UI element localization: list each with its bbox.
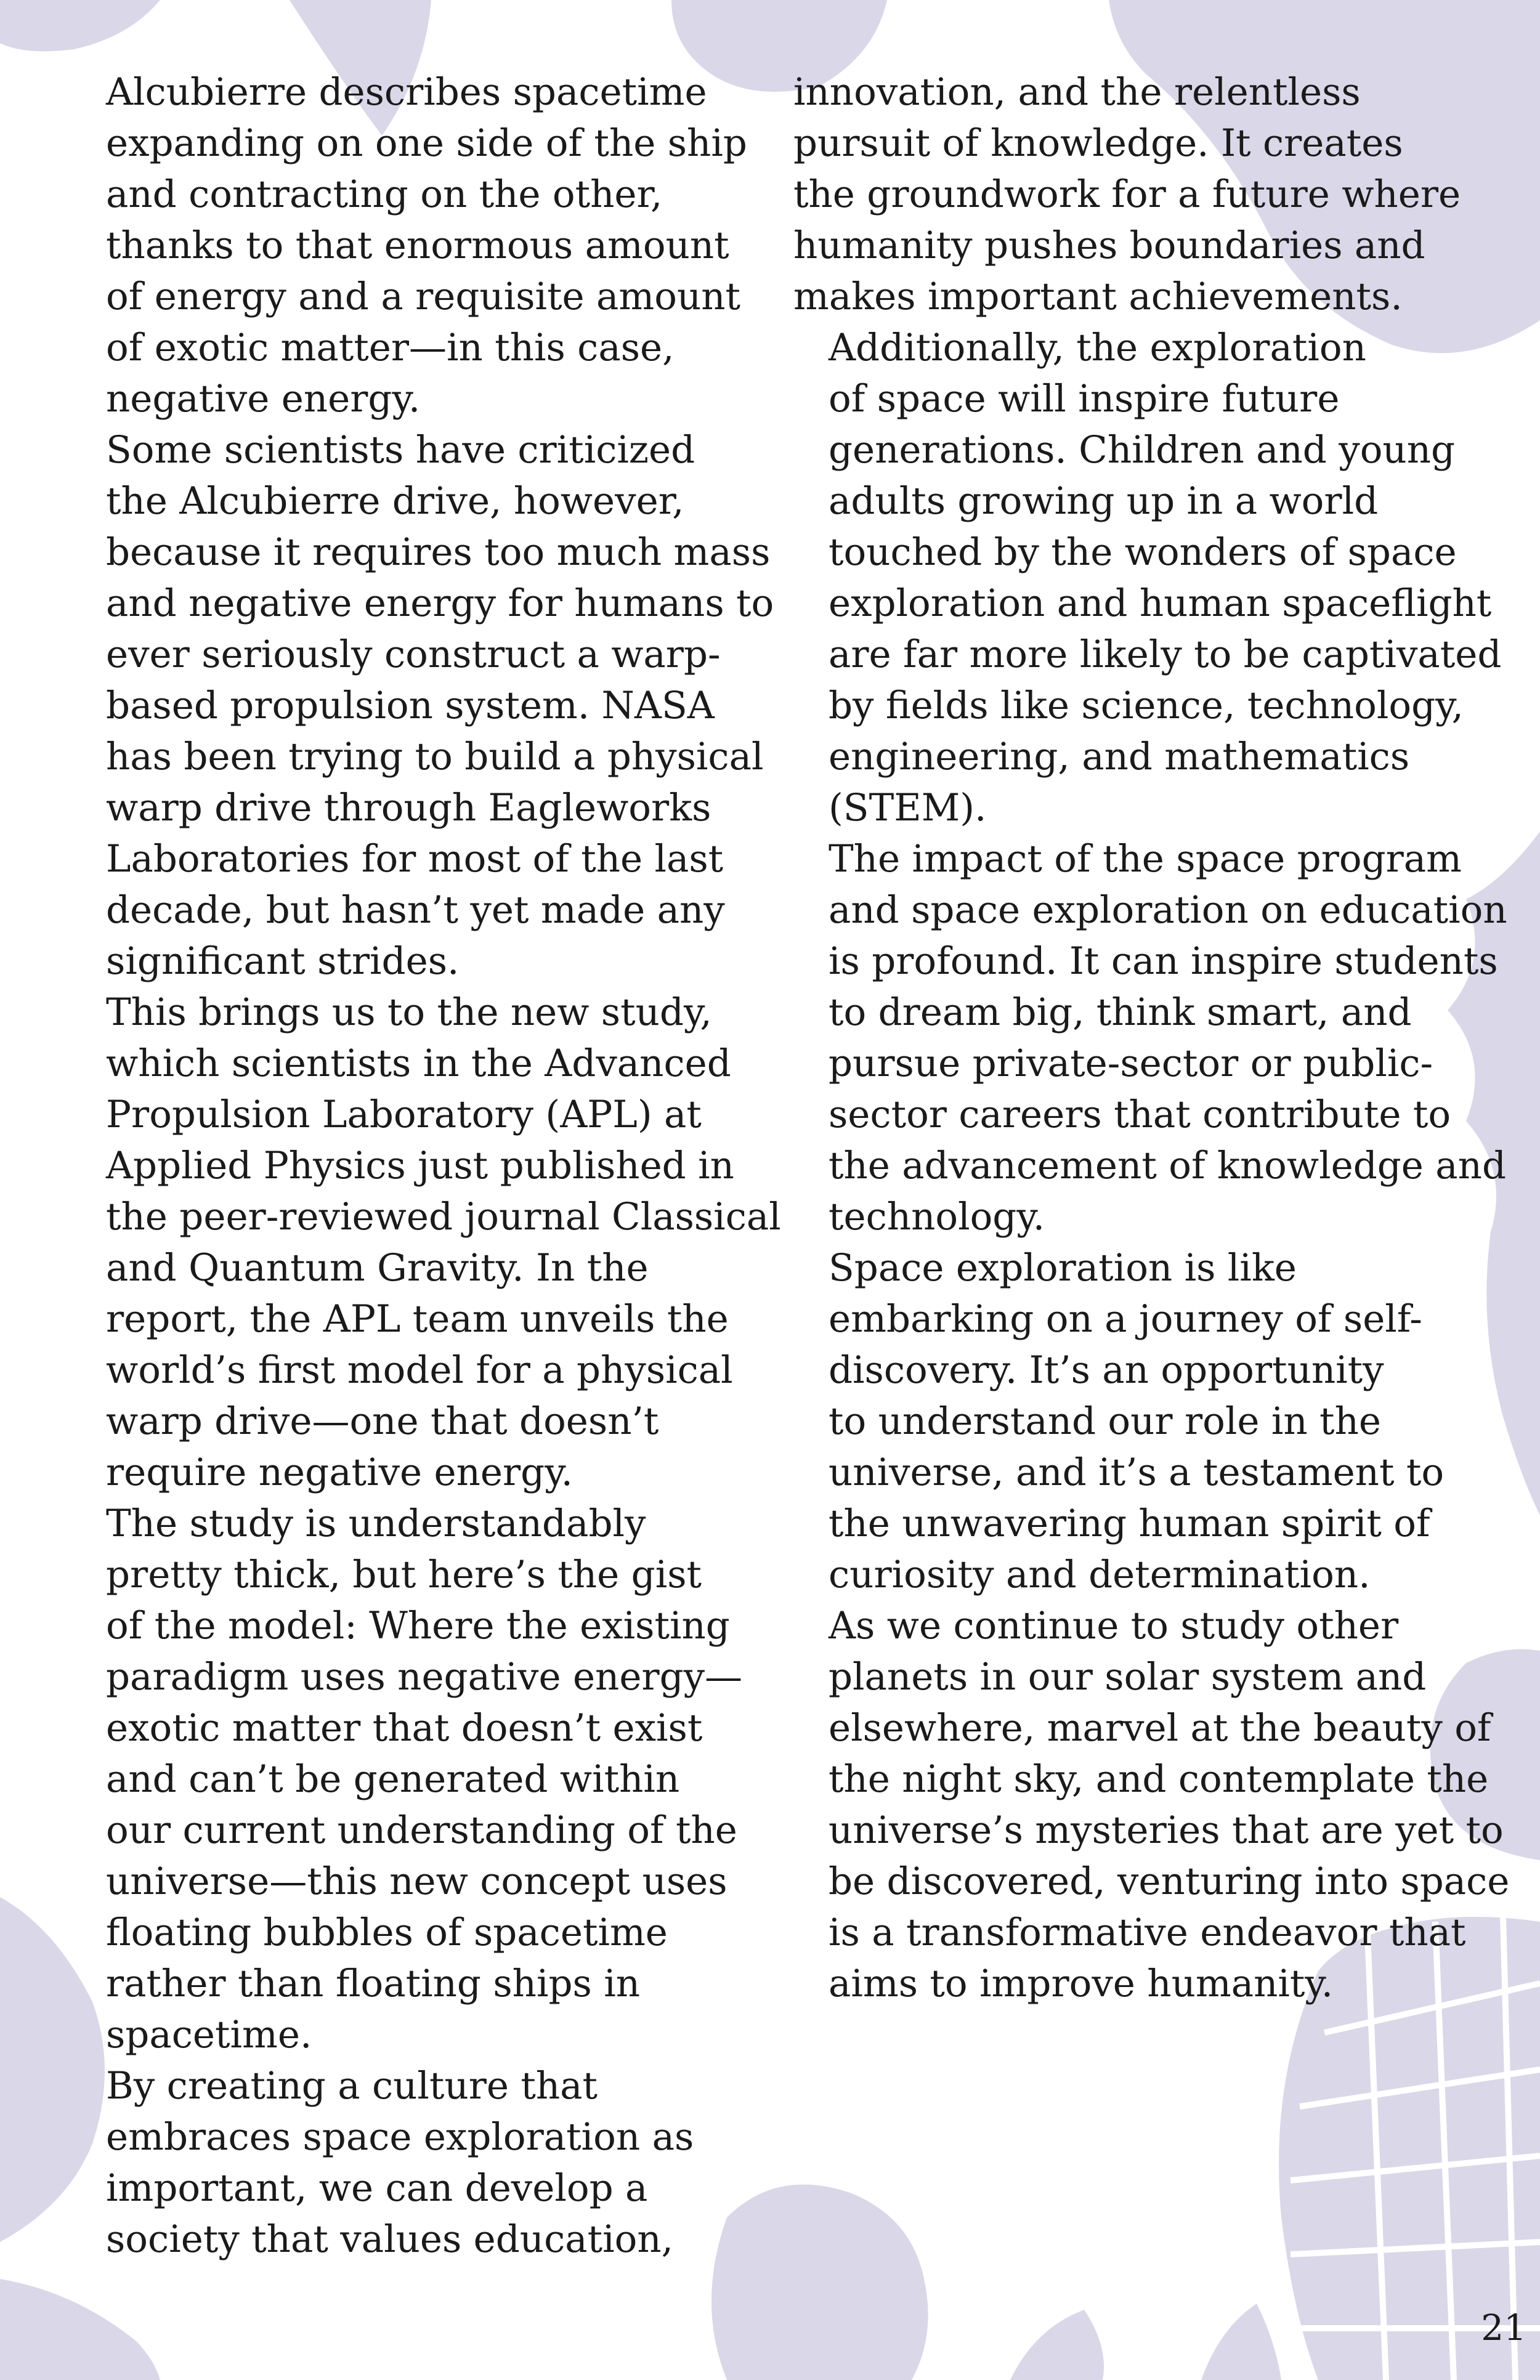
text-line: generations. Children and young: [829, 428, 1456, 472]
text-line: discovery. It’s an opportunity: [829, 1348, 1384, 1392]
text-line: universe, and it’s a testament to: [829, 1451, 1445, 1494]
text-line: is profound. It can inspire students: [829, 939, 1498, 983]
background-leaf-shape: [0, 0, 160, 51]
background-leaf-shape: [0, 2279, 160, 2380]
text-line: decade, but hasn’t yet made any: [106, 888, 725, 932]
text-line: universe’s mysteries that are yet to: [829, 1808, 1504, 1852]
text-line: the advancement of knowledge and: [829, 1144, 1506, 1188]
text-line: Propulsion Laboratory (APL) at: [106, 1093, 702, 1136]
text-line: spacetime.: [106, 2013, 312, 2057]
background-leaf-shape: [1201, 2304, 1281, 2380]
text-line: exotic matter that doesn’t exist: [106, 1706, 703, 1750]
text-line: because it requires too much mass: [106, 530, 771, 574]
paragraph: [793, 322, 1502, 833]
text-line: engineering, and mathematics: [829, 735, 1410, 779]
text-line: expanding on one side of the ship: [106, 121, 747, 165]
text-line: the groundwork for a future where: [793, 172, 1461, 216]
text-line: The impact of the space program: [829, 837, 1462, 881]
text-line: based propulsion system. NASA: [106, 684, 715, 727]
text-line: Applied Physics just published in: [106, 1144, 734, 1188]
text-line: adults growing up in a world: [829, 479, 1379, 523]
paragraph: [793, 833, 1507, 1242]
text-line: (STEM).: [829, 786, 987, 830]
text-line: of the model: Where the existing: [106, 1604, 730, 1648]
text-line: the night sky, and contemplate the: [829, 1757, 1489, 1801]
paragraph: [793, 1242, 1496, 1600]
text-line: warp drive—one that doesn’t: [106, 1399, 659, 1443]
text-line: floating bubbles of spacetime: [106, 1911, 668, 1954]
text-line: planets in our solar system and: [829, 1655, 1427, 1699]
text-line: ever seriously construct a warp-: [106, 633, 721, 676]
background-leaf-shape: [1010, 2310, 1104, 2380]
text-line: and contracting on the other,: [106, 172, 663, 216]
text-line: require negative energy.: [106, 1451, 573, 1494]
text-line: are far more likely to be captivated: [829, 633, 1502, 676]
text-line: elsewhere, marvel at the beauty of: [829, 1706, 1491, 1750]
text-line: of exotic matter—in this case,: [106, 326, 675, 370]
page-number: 21: [1481, 2307, 1526, 2349]
text-line: As we continue to study other: [829, 1604, 1399, 1648]
paragraph-continuation: [793, 67, 1496, 322]
text-line: thanks to that enormous amount: [106, 224, 729, 267]
text-line: pursue private-sector or public-: [829, 1042, 1433, 1085]
text-line: to dream big, think smart, and: [829, 990, 1412, 1034]
text-line: significant strides.: [106, 939, 460, 983]
text-line: pursuit of knowledge. It creates: [793, 121, 1403, 165]
text-line: touched by the wonders of space: [829, 530, 1457, 574]
paragraph: [71, 2060, 755, 2265]
text-line: warp drive through Eagleworks: [106, 786, 711, 830]
text-line: and negative energy for humans to: [106, 581, 774, 625]
paragraph: [793, 1600, 1510, 2009]
text-line: is a transformative endeavor that: [829, 1911, 1466, 1954]
text-line: By creating a culture that: [106, 2064, 598, 2108]
text-line: by fields like science, technology,: [829, 684, 1464, 727]
paragraph: [71, 1498, 755, 2060]
text-line: makes important achievements.: [793, 275, 1403, 318]
text-line: Additionally, the exploration: [829, 326, 1366, 370]
text-line: Some scientists have criticized: [106, 428, 695, 472]
text-line: and Quantum Gravity. In the: [106, 1246, 649, 1290]
text-line: pretty thick, but here’s the gist: [106, 1553, 702, 1597]
text-line: important, we can develop a: [106, 2166, 648, 2210]
text-line: and space exploration on education: [829, 888, 1507, 932]
text-line: of space will inspire future: [829, 377, 1340, 421]
text-line: which scientists in the Advanced: [106, 1042, 731, 1085]
text-line: aims to improve humanity.: [829, 1962, 1334, 2006]
text-line: negative energy.: [106, 377, 421, 421]
text-line: This brings us to the new study,: [106, 990, 712, 1034]
text-line: report, the APL team unveils the: [106, 1297, 729, 1341]
text-line: embraces space exploration as: [106, 2115, 694, 2159]
text-line: Laboratories for most of the last: [106, 837, 724, 881]
text-line: innovation, and the relentless: [793, 70, 1361, 114]
text-line: the Alcubierre drive, however,: [106, 479, 684, 523]
text-line: sector careers that contribute to: [829, 1093, 1451, 1136]
text-line: embarking on a journey of self-: [829, 1297, 1422, 1341]
text-line: to understand our role in the: [829, 1399, 1381, 1443]
paragraph: [71, 67, 755, 424]
text-column-right: [793, 67, 1510, 2009]
text-line: Space exploration is like: [829, 1246, 1297, 1290]
text-line: The study is understandably: [106, 1502, 646, 1545]
text-line: society that values education,: [106, 2217, 674, 2261]
text-line: be discovered, venturing into space: [829, 1860, 1510, 1903]
text-line: paradigm uses negative energy—: [106, 1655, 743, 1699]
text-line: world’s first model for a physical: [106, 1348, 733, 1392]
text-line: Alcubierre describes spacetime: [106, 70, 707, 114]
text-line: universe—this new concept uses: [106, 1860, 727, 1903]
paragraph: [71, 987, 781, 1498]
text-line: the unwavering human spirit of: [829, 1502, 1430, 1545]
text-line: exploration and human spaceflight: [829, 581, 1492, 625]
text-line: our current understanding of the: [106, 1808, 737, 1852]
text-line: humanity pushes boundaries and: [793, 224, 1425, 267]
text-line: the peer-reviewed journal Classical: [106, 1195, 781, 1239]
text-line: and can’t be generated within: [106, 1757, 680, 1801]
text-line: rather than floating ships in: [106, 1962, 640, 2006]
text-line: of energy and a requisite amount: [106, 275, 741, 318]
text-line: curiosity and determination.: [829, 1553, 1371, 1597]
text-line: has been trying to build a physical: [106, 735, 764, 779]
paragraph: [71, 424, 774, 987]
text-line: technology.: [829, 1195, 1045, 1239]
text-column-left: [71, 67, 781, 2265]
